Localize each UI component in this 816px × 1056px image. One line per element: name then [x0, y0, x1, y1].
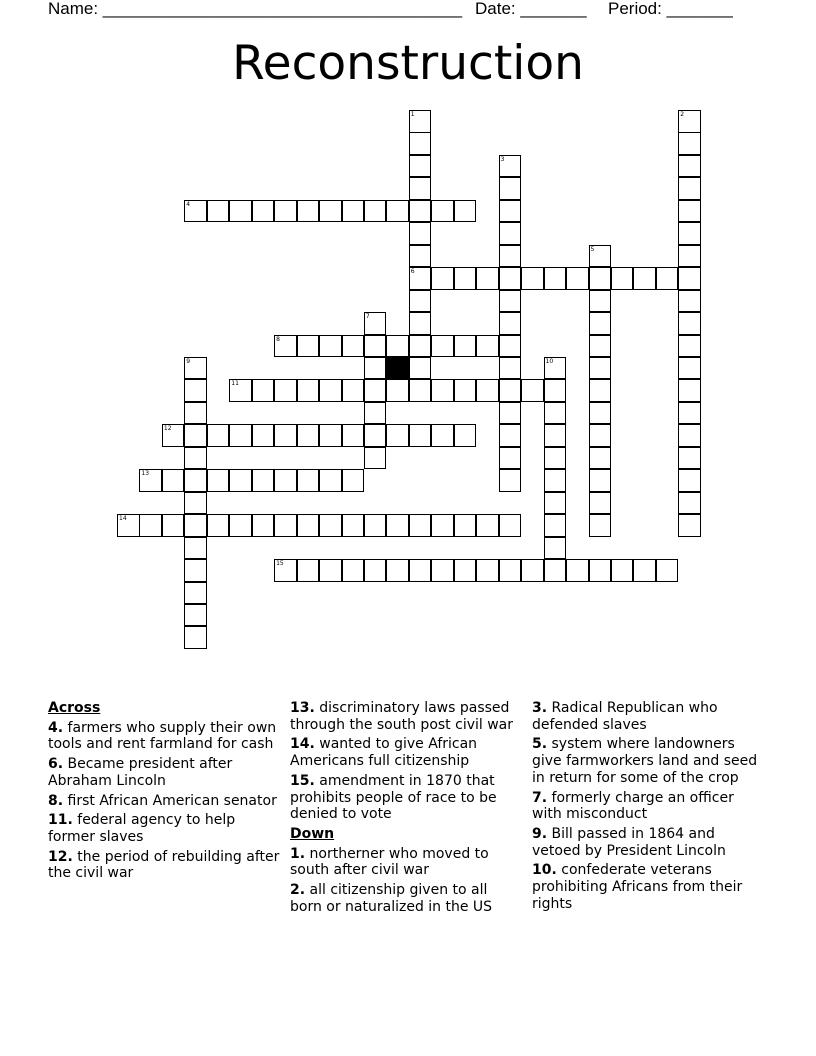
grid-cell[interactable] — [499, 357, 522, 380]
clue-across-6: 6. Became president after Abraham Lincoln — [48, 756, 233, 789]
grid-cell[interactable] — [678, 245, 701, 268]
grid-cell[interactable] — [386, 200, 409, 223]
grid-cell[interactable] — [274, 514, 297, 537]
grid-cell[interactable] — [184, 200, 207, 223]
grid-cell[interactable] — [678, 514, 701, 537]
grid-cell[interactable] — [566, 559, 589, 582]
grid-cell[interactable] — [678, 402, 701, 425]
grid-cell[interactable] — [229, 424, 252, 447]
grid-cell[interactable] — [162, 424, 185, 447]
grid-cell[interactable] — [229, 514, 252, 537]
grid-cell[interactable] — [678, 222, 701, 245]
grid-cell[interactable] — [499, 290, 522, 313]
grid-cell[interactable] — [678, 290, 701, 313]
grid-cell[interactable] — [252, 200, 275, 223]
grid-cell[interactable] — [342, 424, 365, 447]
grid-cell[interactable] — [589, 267, 612, 290]
grid-cell[interactable] — [678, 335, 701, 358]
black-cell — [386, 357, 409, 380]
grid-cell[interactable] — [274, 559, 297, 582]
grid-cell[interactable] — [589, 357, 612, 380]
clue-number: 9 — [186, 357, 191, 365]
grid-cell[interactable] — [499, 559, 522, 582]
grid-cell[interactable] — [229, 200, 252, 223]
grid-cell[interactable] — [297, 379, 320, 402]
grid-cell[interactable] — [678, 177, 701, 200]
grid-cell[interactable] — [364, 312, 387, 335]
clue-across-11: 11. federal agency to help former slaves — [48, 812, 236, 845]
grid-cell[interactable] — [589, 447, 612, 470]
grid-cell[interactable] — [319, 514, 342, 537]
grid-cell[interactable] — [252, 379, 275, 402]
grid-cell[interactable] — [678, 424, 701, 447]
grid-cell[interactable] — [431, 267, 454, 290]
grid-cell[interactable] — [274, 469, 297, 492]
grid-cell[interactable] — [656, 267, 679, 290]
grid-cell[interactable] — [499, 514, 522, 537]
grid-cell[interactable] — [364, 200, 387, 223]
grid-cell[interactable] — [589, 492, 612, 515]
grid-cell[interactable] — [364, 424, 387, 447]
grid-cell[interactable] — [633, 267, 656, 290]
grid-cell[interactable] — [319, 469, 342, 492]
clue-down-10: 10. confederate veterans prohibiting Africans from their rights — [532, 862, 743, 912]
page-title: Reconstruction — [232, 36, 584, 91]
grid-cell[interactable] — [252, 469, 275, 492]
grid-cell[interactable] — [409, 132, 432, 155]
grid-cell[interactable] — [499, 469, 522, 492]
clue-across-14: 14. wanted to give African Americans full citizenship — [290, 736, 478, 770]
grid-cell[interactable] — [476, 514, 499, 537]
grid-cell[interactable] — [678, 155, 701, 178]
grid-cell[interactable] — [678, 200, 701, 223]
grid-cell[interactable] — [297, 514, 320, 537]
grid-cell[interactable] — [229, 469, 252, 492]
grid-cell[interactable] — [544, 379, 567, 402]
grid-cell[interactable] — [454, 514, 477, 537]
clue-number: 4 — [186, 200, 191, 208]
grid-cell[interactable] — [364, 379, 387, 402]
grid-cell[interactable] — [499, 267, 522, 290]
grid-cell[interactable] — [342, 379, 365, 402]
grid-cell[interactable] — [499, 222, 522, 245]
grid-cell[interactable] — [611, 267, 634, 290]
grid-cell[interactable] — [409, 290, 432, 313]
grid-cell[interactable] — [409, 110, 432, 133]
grid-cell[interactable] — [297, 200, 320, 223]
grid-cell[interactable] — [409, 200, 432, 223]
grid-cell[interactable] — [499, 447, 522, 470]
grid-cell[interactable] — [678, 492, 701, 515]
grid-cell[interactable] — [589, 335, 612, 358]
clue-number: 11 — [231, 380, 239, 388]
grid-cell[interactable] — [454, 424, 477, 447]
grid-cell[interactable] — [409, 267, 432, 290]
grid-cell[interactable] — [589, 290, 612, 313]
grid-cell[interactable] — [589, 245, 612, 268]
grid-cell[interactable] — [611, 559, 634, 582]
grid-cell[interactable] — [184, 582, 207, 605]
grid-cell[interactable] — [431, 424, 454, 447]
grid-cell[interactable] — [297, 335, 320, 358]
grid-cell[interactable] — [274, 200, 297, 223]
grid-cell[interactable] — [499, 200, 522, 223]
grid-cell[interactable] — [386, 514, 409, 537]
grid-cell[interactable] — [364, 559, 387, 582]
grid-cell[interactable] — [207, 424, 230, 447]
grid-cell[interactable] — [499, 312, 522, 335]
grid-cell[interactable] — [499, 335, 522, 358]
grid-cell[interactable] — [589, 379, 612, 402]
grid-cell[interactable] — [454, 267, 477, 290]
name-field[interactable]: Name: ______________________________________ — [48, 0, 463, 18]
grid-cell[interactable] — [409, 559, 432, 582]
clue-down-3: 3. Radical Republican who defended slaves — [532, 700, 718, 733]
grid-cell[interactable] — [544, 514, 567, 537]
grid-cell[interactable] — [589, 514, 612, 537]
grid-cell[interactable] — [409, 357, 432, 380]
grid-cell[interactable] — [454, 200, 477, 223]
grid-cell[interactable] — [184, 379, 207, 402]
grid-cell[interactable] — [678, 447, 701, 470]
clue-column-2 — [290, 700, 522, 918]
grid-cell[interactable] — [409, 155, 432, 178]
clue-number: 7 — [365, 313, 370, 320]
grid-cell[interactable] — [678, 357, 701, 380]
grid-cell[interactable] — [184, 514, 207, 537]
grid-cell[interactable] — [476, 379, 499, 402]
grid-cell[interactable] — [544, 492, 567, 515]
grid-cell[interactable] — [319, 559, 342, 582]
grid-cell[interactable] — [431, 335, 454, 358]
clue-down-2: 2. all citizenship given to all born or naturalized in the US — [290, 882, 493, 915]
clue-across-15: 15. amendment in 1870 that prohibits people of race to be denied to vote — [290, 772, 497, 823]
grid-cell[interactable] — [544, 559, 567, 582]
grid-cell[interactable] — [544, 537, 567, 560]
grid-cell[interactable] — [544, 402, 567, 425]
grid-cell[interactable] — [678, 110, 701, 133]
grid-cell[interactable] — [364, 357, 387, 380]
grid-cell[interactable] — [319, 424, 342, 447]
grid-cell[interactable] — [678, 469, 701, 492]
grid-cell[interactable] — [678, 379, 701, 402]
grid-cell[interactable] — [252, 514, 275, 537]
grid-cell[interactable] — [521, 379, 544, 402]
grid-cell[interactable] — [207, 514, 230, 537]
grid-cell[interactable] — [364, 514, 387, 537]
grid-cell[interactable] — [499, 379, 522, 402]
grid-cell[interactable] — [386, 335, 409, 358]
clue-number: 14 — [119, 515, 127, 523]
clue-number: 5 — [590, 245, 595, 253]
grid-cell[interactable] — [386, 424, 409, 447]
clue-down-7: 7. formerly charge an officer with misconduct — [532, 789, 734, 823]
grid-cell[interactable] — [633, 559, 656, 582]
grid-cell[interactable] — [297, 424, 320, 447]
clue-number: 3 — [500, 155, 505, 163]
grid-cell[interactable] — [162, 469, 185, 492]
grid-cell[interactable] — [184, 469, 207, 492]
grid-cell[interactable] — [364, 335, 387, 358]
grid-cell[interactable] — [499, 155, 522, 178]
grid-cell[interactable] — [454, 379, 477, 402]
grid-cell[interactable] — [184, 626, 207, 649]
grid-cell[interactable] — [319, 335, 342, 358]
grid-cell[interactable] — [297, 559, 320, 582]
grid-cell[interactable] — [409, 312, 432, 335]
grid-cell[interactable] — [319, 200, 342, 223]
grid-cell[interactable] — [544, 267, 567, 290]
grid-cell[interactable] — [207, 200, 230, 223]
grid-cell[interactable] — [656, 559, 679, 582]
grid-cell[interactable] — [409, 245, 432, 268]
grid-cell[interactable] — [409, 222, 432, 245]
grid-cell[interactable] — [678, 312, 701, 335]
grid-cell[interactable] — [499, 177, 522, 200]
grid-cell[interactable] — [184, 357, 207, 380]
grid-cell[interactable] — [409, 379, 432, 402]
grid-cell[interactable] — [476, 267, 499, 290]
grid-cell[interactable] — [476, 559, 499, 582]
clue-number: 1 — [410, 111, 415, 118]
clue-down-1: 1. northerner who moved to south after civil war — [290, 845, 489, 879]
grid-cell[interactable] — [431, 379, 454, 402]
grid-cell[interactable] — [184, 447, 207, 470]
grid-cell[interactable] — [184, 424, 207, 447]
grid-cell[interactable] — [342, 469, 365, 492]
grid-cell[interactable] — [521, 267, 544, 290]
grid-cell[interactable] — [454, 559, 477, 582]
grid-cell[interactable] — [454, 335, 477, 358]
grid-cell[interactable] — [544, 357, 567, 380]
grid-cell[interactable] — [589, 402, 612, 425]
grid-cell[interactable] — [499, 402, 522, 425]
clue-number: 15 — [276, 560, 284, 567]
grid-cell[interactable] — [229, 379, 252, 402]
grid-cell[interactable] — [274, 379, 297, 402]
grid-cell[interactable] — [274, 335, 297, 358]
clue-number: 12 — [163, 425, 172, 433]
period-field[interactable]: Period: _______ — [608, 0, 733, 18]
clue-column-1 — [48, 700, 280, 885]
clue-number: 10 — [545, 357, 554, 365]
grid-cell[interactable] — [544, 424, 567, 447]
grid-cell[interactable] — [274, 424, 297, 447]
grid-cell[interactable] — [184, 537, 207, 560]
clue-number: 2 — [680, 111, 685, 118]
grid-cell[interactable] — [342, 335, 365, 358]
grid-cell[interactable] — [409, 424, 432, 447]
clue-across-4: 4. farmers who supply their own tools and rent farmland for cash — [48, 719, 277, 753]
grid-cell[interactable] — [678, 267, 701, 290]
grid-cell[interactable] — [184, 559, 207, 582]
grid-cell[interactable] — [364, 402, 387, 425]
grid-cell[interactable] — [184, 402, 207, 425]
across-heading: Across — [48, 700, 101, 716]
grid-cell[interactable] — [342, 514, 365, 537]
grid-cell[interactable] — [162, 514, 185, 537]
grid-cell[interactable] — [589, 424, 612, 447]
grid-cell[interactable] — [139, 469, 162, 492]
grid-cell[interactable] — [409, 177, 432, 200]
grid-cell[interactable] — [431, 559, 454, 582]
grid-cell[interactable] — [431, 514, 454, 537]
grid-cell[interactable] — [589, 469, 612, 492]
grid-cell[interactable] — [386, 379, 409, 402]
grid-cell[interactable] — [409, 514, 432, 537]
grid-cell[interactable] — [252, 424, 275, 447]
clue-number: 6 — [410, 268, 415, 276]
grid-cell[interactable] — [566, 267, 589, 290]
grid-cell[interactable] — [342, 200, 365, 223]
grid-cell[interactable] — [431, 200, 454, 223]
grid-cell[interactable] — [544, 447, 567, 470]
grid-cell[interactable] — [499, 245, 522, 268]
grid-cell[interactable] — [342, 559, 365, 582]
grid-cell[interactable] — [184, 492, 207, 515]
grid-cell[interactable] — [319, 379, 342, 402]
grid-cell[interactable] — [297, 469, 320, 492]
clue-down-5: 5. system where landowners give farmworkers land and seed in return for some of the crop — [532, 736, 758, 786]
grid-cell[interactable] — [544, 469, 567, 492]
grid-cell[interactable] — [364, 447, 387, 470]
clue-number: 13 — [141, 470, 150, 478]
grid-cell[interactable] — [521, 559, 544, 582]
grid-cell[interactable] — [139, 514, 162, 537]
grid-cell[interactable] — [386, 559, 409, 582]
date-field[interactable]: Date: _______ — [475, 0, 587, 18]
down-heading: Down — [290, 825, 335, 842]
grid-cell[interactable] — [589, 559, 612, 582]
clue-number: 8 — [276, 335, 280, 343]
clue-across-13: 13. discriminatory laws passed through the south post civil war — [290, 700, 514, 733]
grid-cell[interactable] — [589, 312, 612, 335]
grid-cell[interactable] — [184, 604, 207, 627]
grid-cell[interactable] — [678, 132, 701, 155]
clue-across-8: 8. first African American senator — [48, 792, 277, 809]
grid-cell[interactable] — [409, 335, 432, 358]
grid-cell[interactable] — [117, 514, 140, 537]
clue-across-12: 12. the period of rebuilding after the civil war — [48, 848, 280, 882]
grid-cell[interactable] — [476, 335, 499, 358]
clue-down-9: 9. Bill passed in 1864 and vetoed by President Lincoln — [532, 825, 726, 859]
grid-cell[interactable] — [499, 424, 522, 447]
clue-column-3 — [532, 700, 764, 915]
grid-cell[interactable] — [207, 469, 230, 492]
